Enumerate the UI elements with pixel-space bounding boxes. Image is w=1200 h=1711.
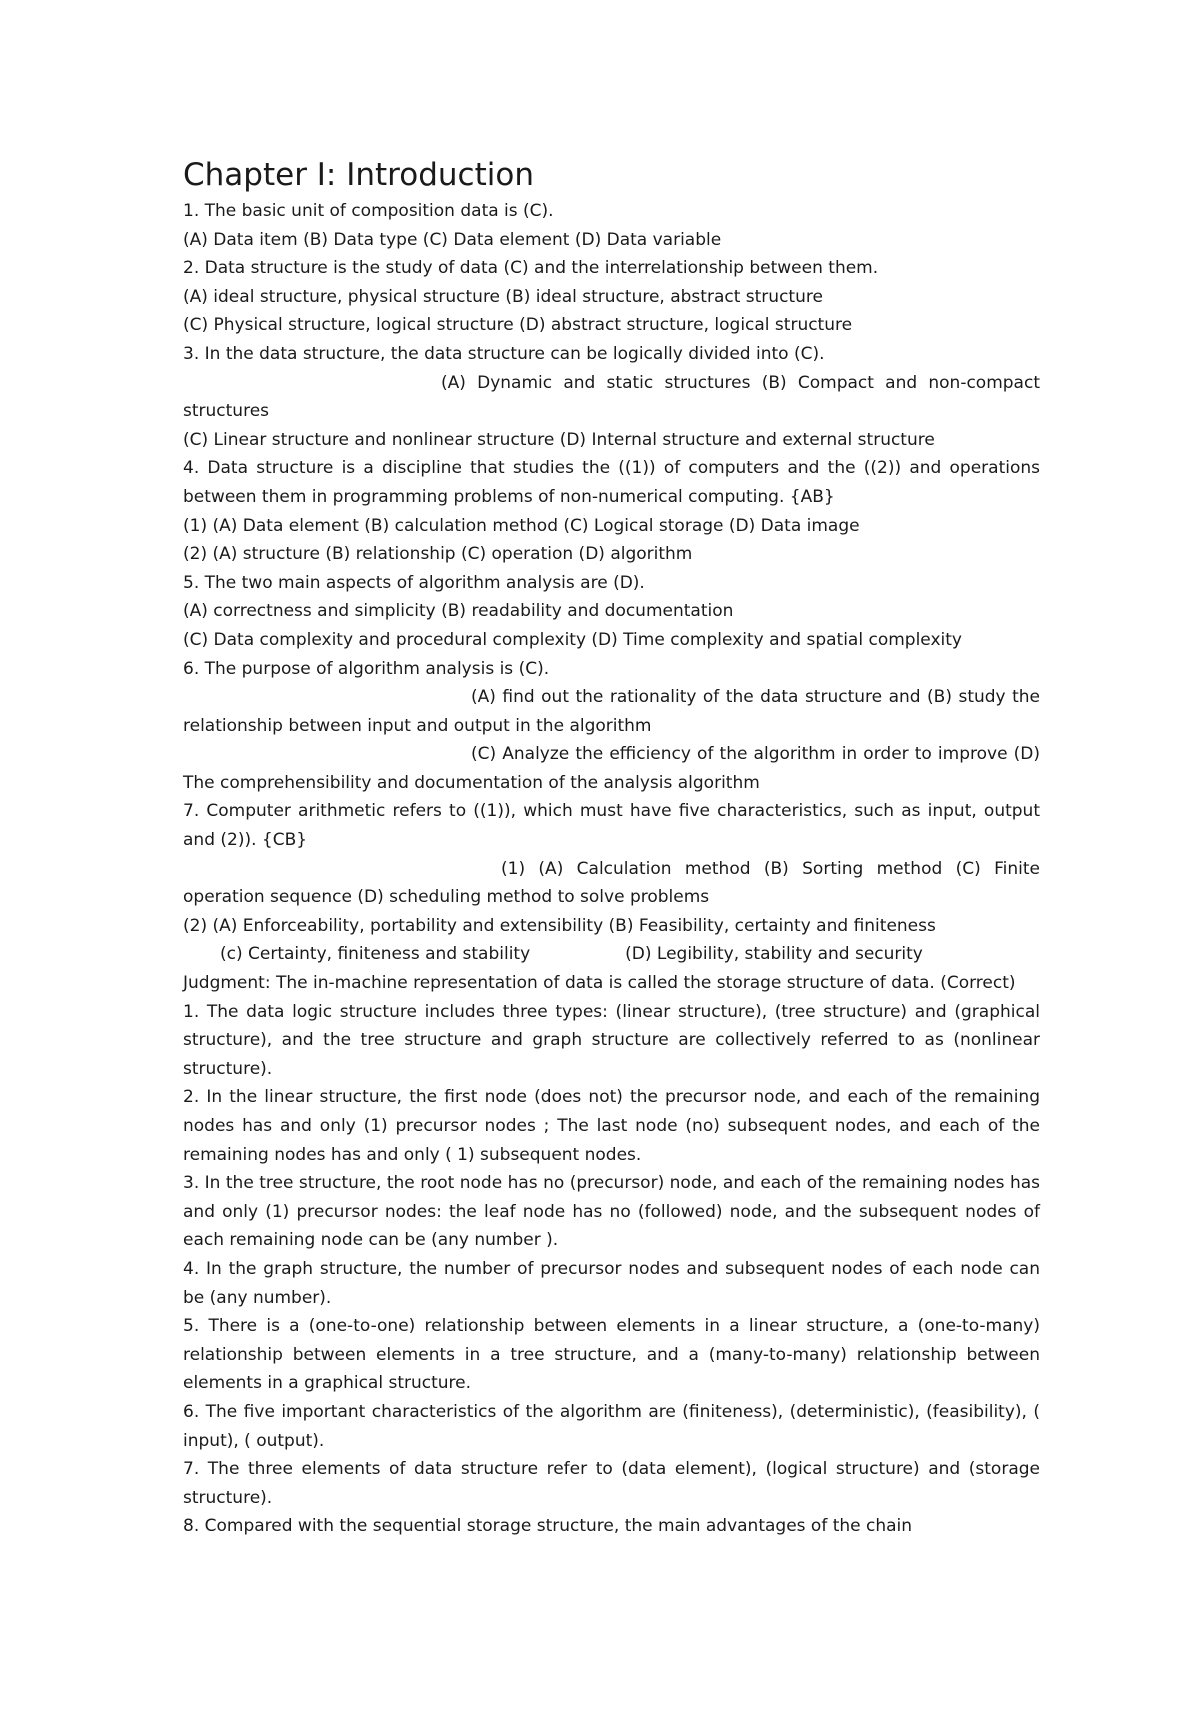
fill-4: 4. In the graph structure, the number of precursor nodes and subsequent nodes of each node can be (any number).: [183, 1258, 1040, 1308]
fill-5: 5. There is a (one-to-one) relationship between elements in a linear structure, a (one-to-many) relationship between elements in a tree structure, and a (many-to-many) relationship between elements in a graphical structure.: [183, 1316, 1040, 1394]
q3-options-cd: (C) Linear structure and nonlinear structure (D) Internal structure and external structure: [183, 429, 935, 450]
q2-options-ab: (A) ideal structure, physical structure (B) ideal structure, abstract structure: [183, 286, 823, 307]
document-page: [183, 155, 1040, 1541]
q7-option-c: (c) Certainty, finiteness and stability: [220, 944, 531, 965]
fill-7: 7. The three elements of data structure refer to (data element), (logical structure) and (storage structure).: [183, 1459, 1040, 1508]
q5-options-cd: (C) Data complexity and procedural complexity (D) Time complexity and spatial complexity: [183, 629, 962, 650]
q2-options-cd: (C) Physical structure, logical structure (D) abstract structure, logical structure: [183, 315, 853, 336]
q3-options-ab: (A) Dynamic and static structures (B) Compact and non-compact structures: [183, 372, 1040, 422]
q1-options: (A) Data item (B) Data type (C) Data element (D) Data variable: [183, 229, 722, 250]
fill-3: 3. In the tree structure, the root node has no (precursor) node, and each of the remaining nodes has and only (1) precursor nodes: the leaf node has no (followed) node, and the subsequent nodes of each remaining node can be (any number ).: [183, 1173, 1040, 1251]
q6-stem: 6. The purpose of algorithm analysis is (C).: [183, 658, 550, 679]
q7-stem: 7. Computer arithmetic refers to ((1)), which must have five characteristics, such as input, output and (2)). {CB}: [183, 801, 1040, 851]
q2-stem: 2. Data structure is the study of data (C) and the interrelationship between them.: [183, 258, 879, 279]
q6-options-ab: (A) find out the rationality of the data structure and (B) study the relationship between input and output in the algorithm: [183, 687, 1040, 736]
q4-part1-options: (1) (A) Data element (B) calculation method (C) Logical storage (D) Data image: [183, 515, 860, 536]
q4-part2-options: (2) (A) structure (B) relationship (C) operation (D) algorithm: [183, 544, 693, 565]
q6-options-cd: (C) Analyze the efficiency of the algorithm in order to improve (D) The comprehensibility and documentation of the analysis algorithm: [183, 744, 1040, 793]
fill-1: 1. The data logic structure includes three types: (linear structure), (tree structure) and (graphical structure), and the tree structure and graph structure are collectively referred to as (nonlinear structure).: [183, 1001, 1040, 1079]
fill-8: 8. Compared with the sequential storage structure, the main advantages of the chain: [183, 1516, 913, 1537]
fill-2: 2. In the linear structure, the first node (does not) the precursor node, and each of the remaining nodes has and only (1) precursor nodes ; The last node (no) subsequent nodes, and each of the remaining nodes has and only ( 1) subsequent nodes.: [183, 1087, 1040, 1165]
q3-stem: 3. In the data structure, the data structure can be logically divided into (C).: [183, 343, 825, 364]
judgment-statement: Judgment: The in-machine representation of data is called the storage structure of data. (Correct): [183, 973, 1016, 994]
q7-part1-options: (1) (A) Calculation method (B) Sorting method (C) Finite operation sequence (D) scheduling method to solve problems: [183, 858, 1040, 908]
q1-stem: 1. The basic unit of composition data is (C).: [183, 201, 554, 221]
fill-6: 6. The five important characteristics of the algorithm are (finiteness), (deterministic), (feasibility), ( input), ( output).: [183, 1401, 1040, 1451]
q5-stem: 5. The two main aspects of algorithm analysis are (D).: [183, 572, 645, 593]
q4-stem: 4. Data structure is a discipline that studies the ((1)) of computers and the ((2)) and operations between them in programming problems of non-numerical computing. {AB}: [183, 458, 1040, 507]
q7-option-d: (D) Legibility, stability and security: [625, 944, 923, 965]
q5-options-ab: (A) correctness and simplicity (B) readability and documentation: [183, 601, 734, 622]
chapter-title: Chapter I: Introduction: [183, 157, 534, 193]
q7-part2-options-cd: [183, 940, 1040, 969]
q7-part2-options-ab: (2) (A) Enforceability, portability and extensibility (B) Feasibility, certainty and finiteness: [183, 915, 936, 936]
